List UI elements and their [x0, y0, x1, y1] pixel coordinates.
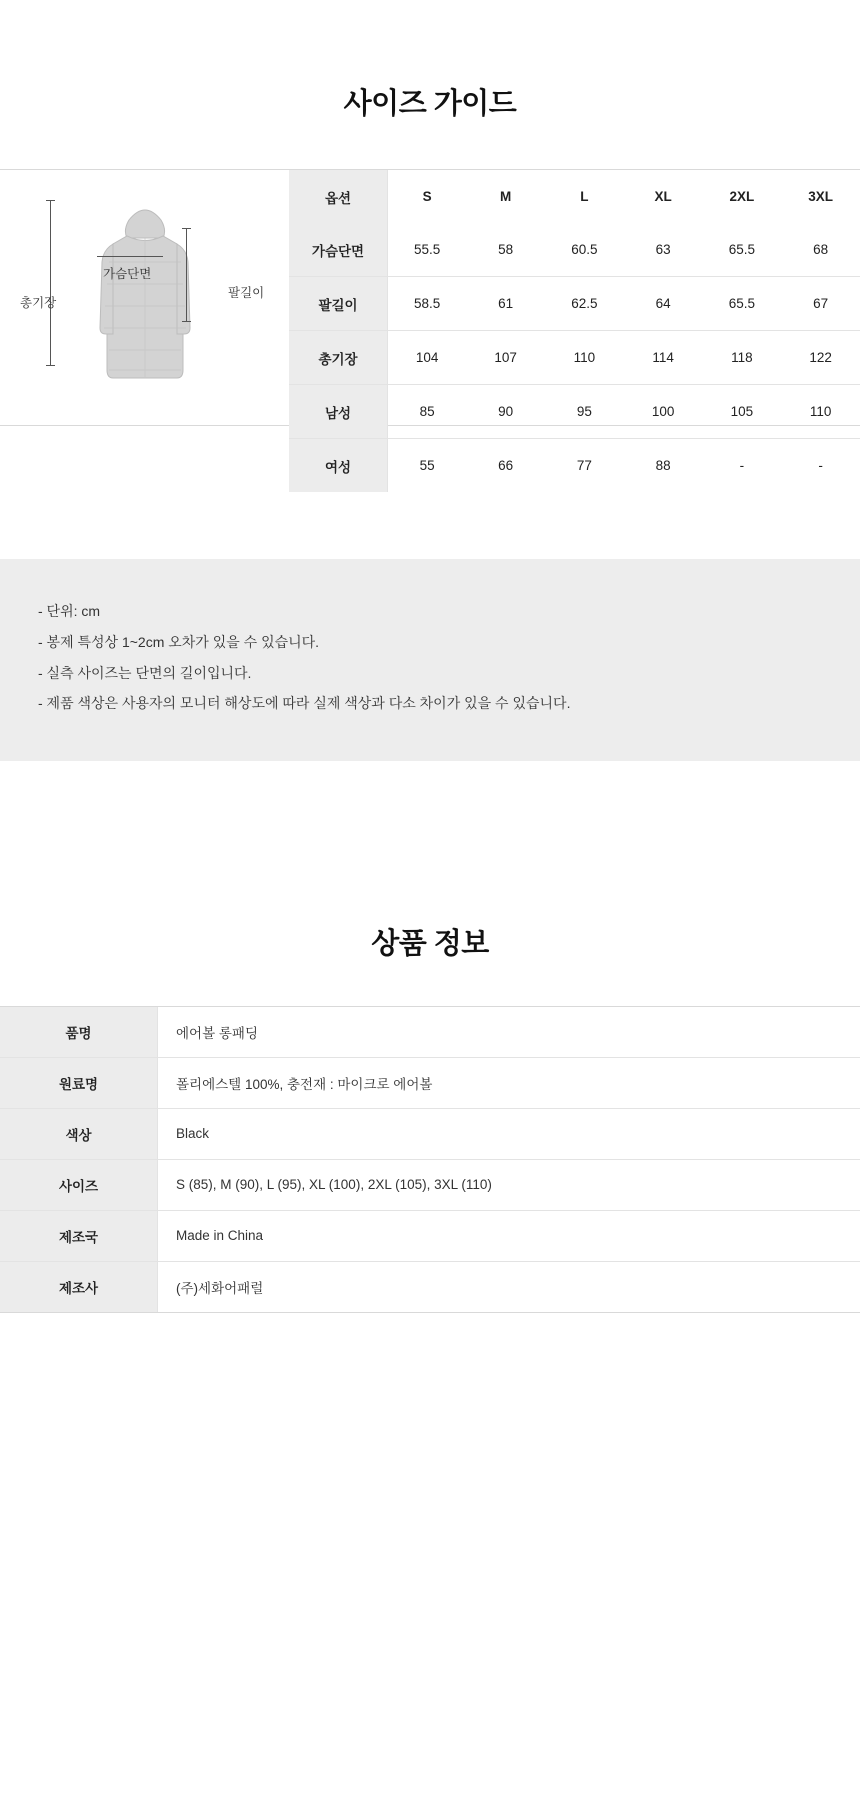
size-column-3xl: 3XL [781, 170, 860, 223]
size-row-label-chest: 가슴단면 [289, 223, 388, 277]
size-row-label-men: 남성 [289, 385, 388, 439]
table-row [0, 1057, 860, 1108]
product-info-block [0, 1006, 860, 1313]
size-cell: 88 [624, 439, 703, 493]
product-detail-page [0, 19, 860, 1817]
info-label-size: 사이즈 [0, 1159, 158, 1210]
table-row [289, 223, 860, 277]
chest-width-arrow [97, 256, 163, 257]
total-length-arrow [50, 200, 51, 365]
total-length-arrow-cap-bottom [46, 365, 55, 366]
size-cell: 68 [781, 223, 860, 277]
figure-label-sleeve: 팔길이 [228, 283, 264, 301]
size-guide-figure [0, 170, 289, 425]
info-label-manufacturer: 제조사 [0, 1261, 158, 1312]
size-cell: 64 [624, 277, 703, 331]
size-cell: 63 [624, 223, 703, 277]
info-value-size: S (85), M (90), L (95), XL (100), 2XL (105), 3XL (110) [158, 1159, 860, 1210]
size-guide-notes [0, 559, 860, 761]
size-table-corner-label: 옵션 [289, 170, 388, 223]
info-label-color: 색상 [0, 1108, 158, 1159]
size-cell: 100 [624, 385, 703, 439]
product-info-table [0, 1007, 860, 1312]
size-cell: 67 [781, 277, 860, 331]
info-value-origin: Made in China [158, 1210, 860, 1261]
size-cell: 62.5 [545, 277, 624, 331]
size-table [289, 170, 860, 492]
size-cell: - [703, 439, 782, 493]
note-line: - 단위: cm [38, 601, 822, 623]
size-column-m: M [466, 170, 545, 223]
note-line: - 제품 색상은 사용자의 모니터 해상도에 따라 실제 색상과 다소 차이가 있을 수 있습니다. [38, 693, 822, 715]
size-cell: 85 [388, 385, 467, 439]
table-row [0, 1108, 860, 1159]
size-cell: 58 [466, 223, 545, 277]
size-cell: 107 [466, 331, 545, 385]
sleeve-length-arrow [186, 228, 187, 321]
size-cell: - [781, 439, 860, 493]
table-row [289, 439, 860, 493]
table-row [289, 331, 860, 385]
size-cell: 90 [466, 385, 545, 439]
size-table-wrapper [289, 170, 860, 425]
size-column-xl: XL [624, 170, 703, 223]
table-row [0, 1007, 860, 1058]
size-table-header-row [289, 170, 860, 223]
table-row [0, 1261, 860, 1312]
size-row-label-sleeve: 팔길이 [289, 277, 388, 331]
total-length-arrow-cap-top [46, 200, 55, 201]
size-row-label-total: 총기장 [289, 331, 388, 385]
size-column-s: S [388, 170, 467, 223]
size-column-2xl: 2XL [703, 170, 782, 223]
figure-label-chest: 가슴단면 [103, 264, 151, 282]
size-cell: 104 [388, 331, 467, 385]
size-cell: 122 [781, 331, 860, 385]
bottom-spacer [0, 1313, 860, 1421]
size-column-l: L [545, 170, 624, 223]
info-value-product-name: 에어볼 롱패딩 [158, 1007, 860, 1058]
info-label-material: 원료명 [0, 1057, 158, 1108]
size-cell: 95 [545, 385, 624, 439]
table-row [289, 277, 860, 331]
info-value-material: 폴리에스텔 100%, 충전재 : 마이크로 에어볼 [158, 1057, 860, 1108]
size-cell: 55 [388, 439, 467, 493]
product-info-title: 상품 정보 [0, 781, 860, 962]
info-label-product-name: 품명 [0, 1007, 158, 1058]
size-cell: 65.5 [703, 277, 782, 331]
table-row [0, 1210, 860, 1261]
size-cell: 110 [781, 385, 860, 439]
figure-label-total-length: 총기장 [20, 293, 56, 311]
size-cell: 118 [703, 331, 782, 385]
size-guide-block [0, 169, 860, 426]
size-cell: 105 [703, 385, 782, 439]
size-guide-title: 사이즈 가이드 [0, 19, 860, 122]
note-line: - 실측 사이즈는 단면의 길이입니다. [38, 663, 822, 685]
info-label-origin: 제조국 [0, 1210, 158, 1261]
size-cell: 77 [545, 439, 624, 493]
size-cell: 58.5 [388, 277, 467, 331]
table-row [289, 385, 860, 439]
sleeve-length-arrow-cap-top [182, 228, 191, 229]
size-cell: 114 [624, 331, 703, 385]
size-cell: 65.5 [703, 223, 782, 277]
size-cell: 55.5 [388, 223, 467, 277]
info-value-manufacturer: (주)세화어패럴 [158, 1261, 860, 1312]
note-line: - 봉제 특성상 1~2cm 오차가 있을 수 있습니다. [38, 632, 822, 654]
size-cell: 60.5 [545, 223, 624, 277]
size-cell: 61 [466, 277, 545, 331]
size-row-label-women: 여성 [289, 439, 388, 493]
size-cell: 110 [545, 331, 624, 385]
table-row [0, 1159, 860, 1210]
size-cell: 66 [466, 439, 545, 493]
sleeve-length-arrow-cap-bottom [182, 321, 191, 322]
info-value-color: Black [158, 1108, 860, 1159]
